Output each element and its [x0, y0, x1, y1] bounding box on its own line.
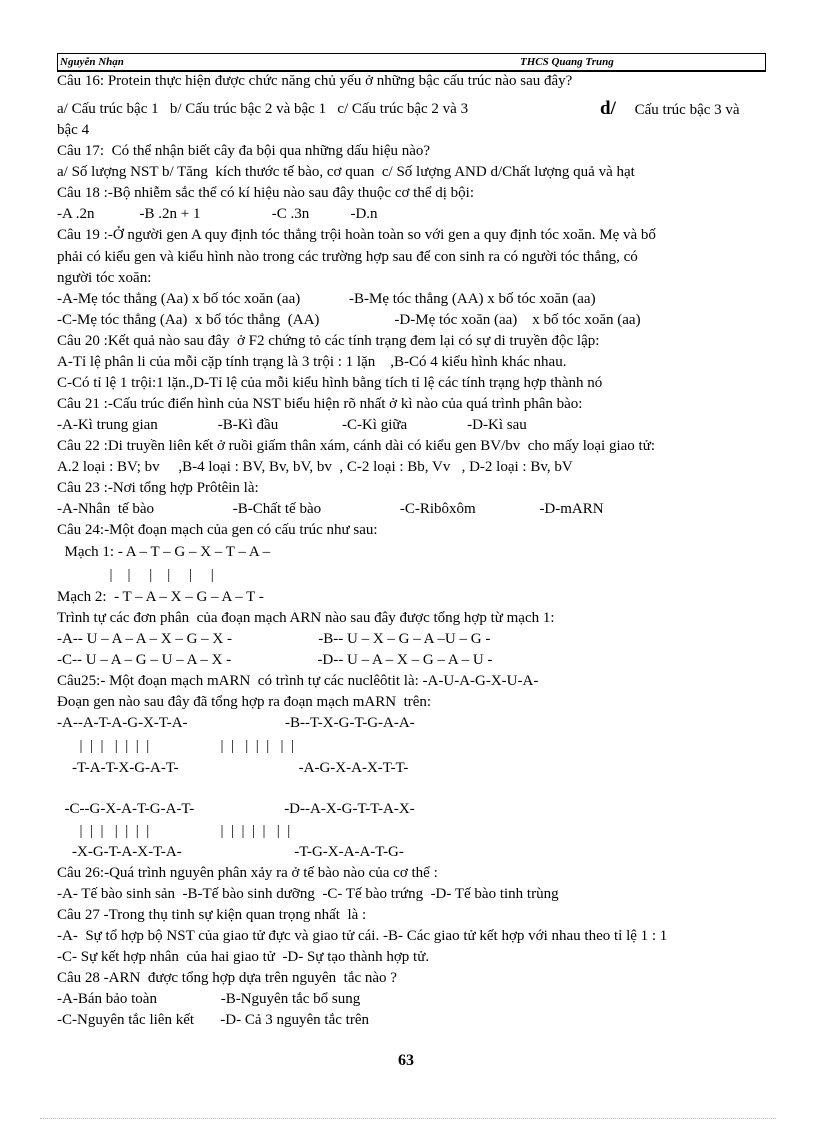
text-line: -A-- U – A – A – X – G – X - -B-- U – X – G – A –U – G - [57, 631, 491, 647]
header-author: Nguyễn Nhạn [60, 56, 124, 68]
text-line: Câu 19 :-Ở người gen A quy định tóc thẳng trội hoàn toàn so với gen a quy định tóc xoăn. Mẹ và bố [57, 227, 656, 243]
text-line: -A-Kì trung gian -B-Kì đầu -C-Kì giữa -D-Kì sau [57, 417, 527, 433]
text-line: A-Tỉ lệ phân li của mỗi cặp tính trạng là 3 trội : 1 lặn ,B-Có 4 kiểu hình khác nhau. [57, 354, 567, 370]
text-line: -A .2n -B .2n + 1 -C .3n -D.n [57, 206, 378, 222]
text-line: Mạch 2: - T – A – X – G – A – T - [57, 589, 264, 605]
text-line: -A- Tế bào sinh sản -B-Tế bào sinh dưỡng -C- Tế bào trứng -D- Tế bào tinh trùng [57, 886, 559, 902]
text-line: A.2 loại : BV; bv ,B-4 loại : BV, Bv, bV, bv , C-2 loại : Bb, Vv , D-2 loại : Bv, bV [57, 459, 573, 475]
text-line: | | | | | | | | | | | | | | [57, 738, 295, 754]
text-line: Câu 22 :Di truyền liên kết ở ruồi giấm thân xám, cánh dài có kiểu gen BV/bv cho mấy loại giao tử: [57, 438, 656, 454]
text-line: Câu 28 -ARN được tổng hợp dựa trên nguyên tắc nào ? [57, 970, 397, 986]
page-number: 63 [398, 1052, 414, 1069]
text-line: Câu 24:-Một đoạn mạch của gen có cấu trúc như sau: [57, 522, 378, 538]
text-line: -X-G-T-A-X-T-A- -T-G-X-A-A-T-G- [57, 844, 404, 860]
bottom-rule [40, 1118, 776, 1119]
text-line: C-Có tỉ lệ 1 trội:1 lặn.,D-Tỉ lệ của mỗi kiểu hình bằng tích tỉ lệ các tính trạng hợp thành nó [57, 375, 603, 391]
text-line: a/ Số lượng NST b/ Tăng kích thước tế bào, cơ quan c/ Số lượng AND d/Chất lượng quả và hạt [57, 164, 635, 180]
text-line: -T-A-T-X-G-A-T- -A-G-X-A-X-T-T- [57, 760, 409, 776]
text-line: bậc 4 [57, 122, 90, 138]
text-line: Câu 17: Có thể nhận biết cây đa bội qua những dấu hiệu nào? [57, 143, 431, 159]
text-line: | | | | | | | | | | | | | | [57, 823, 291, 839]
text-line: Câu25:- Một đoạn mạch mARN có trình tự các nuclêôtit là: -A-U-A-G-X-U-A- [57, 673, 539, 689]
text-line: -C-- U – A – G – U – A – X - -D-- U – A – X – G – A – U - [57, 652, 493, 668]
text-line: a/ Cấu trúc bậc 1 b/ Cấu trúc bậc 2 và bậc 1 c/ Cấu trúc bậc 2 và 3 [57, 101, 469, 117]
text-line: -C- Sự kết hợp nhân của hai giao tử -D- Sự tạo thành hợp tử. [57, 949, 430, 965]
text-line: Câu 20 :Kết quả nào sau đây ở F2 chứng tỏ các tính trạng đem lại có sự di truyền độc lập: [57, 333, 600, 349]
text-line: Câu 16: Protein thực hiện được chức năng chủ yếu ở những bậc cấu trúc nào sau đây? [57, 73, 573, 89]
q16-option-d [600, 100, 740, 119]
text-line: -A--A-T-A-G-X-T-A- -B--T-X-G-T-G-A-A- [57, 715, 415, 731]
header-school: THCS Quang Trung [520, 56, 614, 68]
text-line: -A- Sự tổ hợp bộ NST của giao tử đực và giao tử cái. -B- Các giao tử kết hợp với nhau theo tỉ lệ 1 : 1 [57, 928, 668, 944]
q16-option-d-letter: d/ [600, 98, 616, 119]
text-line: Trình tự các đơn phân của đoạn mạch ARN nào sau đây được tổng hợp từ mạch 1: [57, 610, 555, 626]
text-line: -A-Bán bảo toàn -B-Nguyên tắc bổ sung [57, 991, 361, 1007]
text-line: -C--G-X-A-T-G-A-T- -D--A-X-G-T-T-A-X- [57, 801, 415, 817]
text-line: -A-Mẹ tóc thẳng (Aa) x bố tóc xoăn (aa) -B-Mẹ tóc thẳng (AA) x bố tóc xoăn (aa) [57, 291, 596, 307]
text-line: phải có kiểu gen và kiểu hình nào trong các trường hợp sau để con sinh ra có người tóc thẳng, có [57, 249, 638, 265]
text-line: Câu 27 -Trong thụ tinh sự kiện quan trọng nhất là : [57, 907, 367, 923]
page-header [57, 53, 766, 72]
text-line: -C-Mẹ tóc thẳng (Aa) x bố tóc thẳng (AA) -D-Mẹ tóc xoăn (aa) x bố tóc xoăn (aa) [57, 312, 641, 328]
q16-option-d-text: Cấu trúc bậc 3 và [634, 102, 740, 118]
text-line: -A-Nhân tế bào -B-Chất tế bào -C-Ribôxôm -D-mARN [57, 501, 604, 517]
text-line: -C-Nguyên tắc liên kết -D- Cả 3 nguyên tắc trên [57, 1012, 369, 1028]
text-line: Đoạn gen nào sau đây đã tổng hợp ra đoạn mạch mARN trên: [57, 694, 432, 710]
text-line: | | | | | | [57, 567, 214, 583]
text-line: Câu 21 :-Cấu trúc điển hình của NST biểu hiện rõ nhất ở kì nào của quá trình phân bào: [57, 396, 583, 412]
text-line: Mạch 1: - A – T – G – X – T – A – [57, 544, 271, 560]
text-line: Câu 18 :-Bộ nhiễm sắc thể có kí hiệu nào sau đây thuộc cơ thể dị bội: [57, 185, 475, 201]
text-line: Câu 23 :-Nơi tổng hợp Prôtêin là: [57, 480, 259, 496]
text-line: Câu 26:-Quá trình nguyên phân xảy ra ở tế bào nào của cơ thể : [57, 865, 438, 881]
text-line: người tóc xoăn: [57, 270, 152, 286]
